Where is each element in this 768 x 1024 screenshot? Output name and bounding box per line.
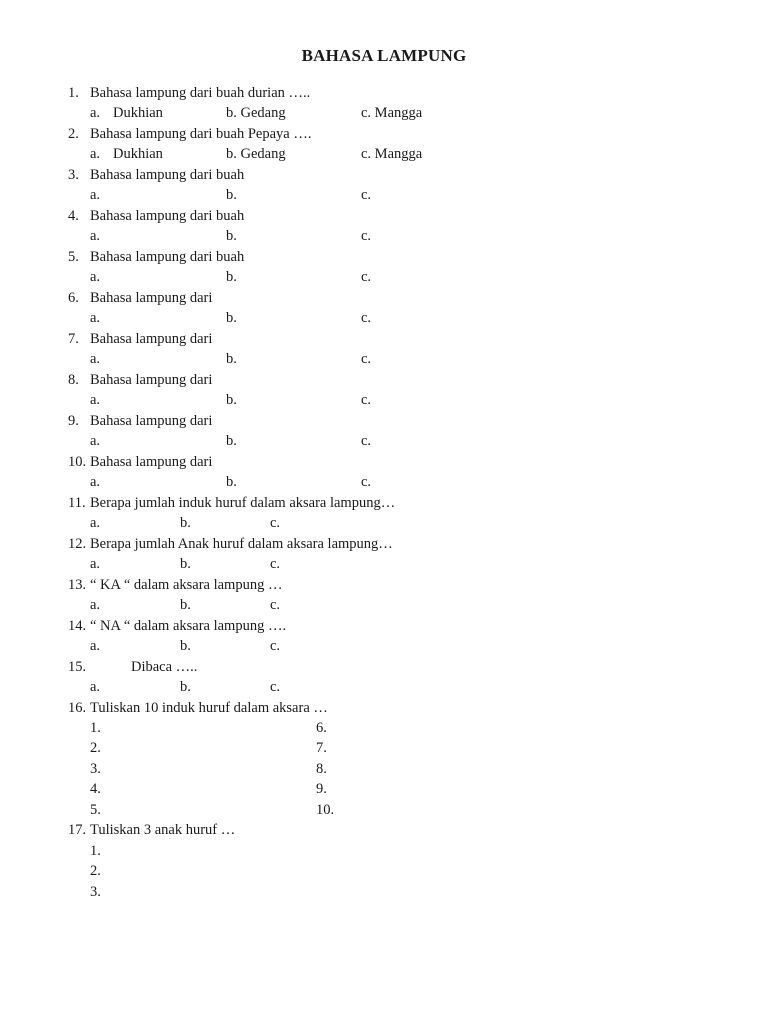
q8-number: 8. — [68, 372, 79, 388]
q2-text: Bahasa lampung dari buah Pepaya …. — [90, 126, 312, 142]
q13-number: 13. — [68, 577, 87, 593]
q7-option-b: b. — [226, 351, 237, 367]
q11-number: 11. — [68, 495, 86, 511]
q17-number: 17. — [68, 822, 87, 838]
q5-option-c: c. — [361, 269, 372, 285]
q10-option-a: a. — [90, 474, 101, 490]
q2-option-b: b. Gedang — [226, 146, 286, 162]
q16-item: 2. — [90, 740, 101, 756]
q8-option-b: b. — [226, 392, 237, 408]
q13-text: “ KA “ dalam aksara lampung … — [90, 577, 283, 593]
q8-option-c: c. — [361, 392, 372, 408]
q11-option-b: b. — [180, 515, 191, 531]
q16-item: 3. — [90, 761, 101, 777]
q12-number: 12. — [68, 536, 87, 552]
q8-option-a: a. — [90, 392, 101, 408]
q2-number: 2. — [68, 126, 79, 142]
q16-item: 4. — [90, 781, 101, 797]
q6-number: 6. — [68, 290, 79, 306]
q2-option-c: c. Mangga — [361, 146, 423, 162]
q9-option-a: a. — [90, 433, 101, 449]
q6-option-b: b. — [226, 310, 237, 326]
q1-option-a-text: Dukhian — [113, 105, 163, 121]
q7-text: Bahasa lampung dari — [90, 331, 213, 347]
q4-number: 4. — [68, 208, 79, 224]
q7-option-a: a. — [90, 351, 101, 367]
q6-option-a: a. — [90, 310, 101, 326]
q9-text: Bahasa lampung dari — [90, 413, 213, 429]
q14-option-c: c. — [270, 638, 281, 654]
q14-option-a: a. — [90, 638, 101, 654]
q5-number: 5. — [68, 249, 79, 265]
q13-option-c: c. — [270, 597, 281, 613]
q1-text: Bahasa lampung dari buah durian ….. — [90, 85, 311, 101]
q9-option-b: b. — [226, 433, 237, 449]
q16-number: 16. — [68, 700, 87, 716]
q2-option-a-letter: a. — [90, 146, 101, 162]
q15-option-b: b. — [180, 679, 191, 695]
q9-option-c: c. — [361, 433, 372, 449]
q12-option-a: a. — [90, 556, 101, 572]
page-title: BAHASA LAMPUNG — [301, 46, 467, 65]
q17-item: 2. — [90, 863, 101, 879]
q4-option-b: b. — [226, 228, 237, 244]
q1-option-b: b. Gedang — [226, 105, 286, 121]
q4-option-c: c. — [361, 228, 372, 244]
q7-number: 7. — [68, 331, 79, 347]
q13-option-b: b. — [180, 597, 191, 613]
q5-option-a: a. — [90, 269, 101, 285]
q16-item: 6. — [316, 720, 327, 736]
q1-number: 1. — [68, 85, 79, 101]
q15-option-c: c. — [270, 679, 281, 695]
q14-number: 14. — [68, 618, 87, 634]
q12-text: Berapa jumlah Anak huruf dalam aksara lampung… — [90, 536, 393, 552]
q4-option-a: a. — [90, 228, 101, 244]
q17-item: 3. — [90, 884, 101, 900]
q14-text: “ NA “ dalam aksara lampung …. — [90, 618, 287, 634]
q15-option-a: a. — [90, 679, 101, 695]
q3-option-b: b. — [226, 187, 237, 203]
q6-text: Bahasa lampung dari — [90, 290, 213, 306]
q10-option-c: c. — [361, 474, 372, 490]
q2-option-a-text: Dukhian — [113, 146, 163, 162]
q14-option-b: b. — [180, 638, 191, 654]
q1-option-a-letter: a. — [90, 105, 101, 121]
q3-text: Bahasa lampung dari buah — [90, 167, 245, 183]
q16-item: 5. — [90, 802, 101, 818]
q12-option-c: c. — [270, 556, 281, 572]
q15-text: Dibaca ….. — [131, 659, 198, 675]
q13-option-a: a. — [90, 597, 101, 613]
q10-number: 10. — [68, 454, 87, 470]
q5-text: Bahasa lampung dari buah — [90, 249, 245, 265]
q9-number: 9. — [68, 413, 79, 429]
q3-option-a: a. — [90, 187, 101, 203]
q12-option-b: b. — [180, 556, 191, 572]
q5-option-b: b. — [226, 269, 237, 285]
q1-option-c: c. Mangga — [361, 105, 423, 121]
q16-item: 10. — [316, 802, 335, 818]
q11-option-c: c. — [270, 515, 281, 531]
q17-item: 1. — [90, 843, 101, 859]
q6-option-c: c. — [361, 310, 372, 326]
q3-number: 3. — [68, 167, 79, 183]
q15-number: 15. — [68, 659, 87, 675]
q16-item: 1. — [90, 720, 101, 736]
q11-option-a: a. — [90, 515, 101, 531]
q3-option-c: c. — [361, 187, 372, 203]
q7-option-c: c. — [361, 351, 372, 367]
q10-text: Bahasa lampung dari — [90, 454, 213, 470]
q17-text: Tuliskan 3 anak huruf … — [90, 822, 236, 838]
q16-item: 8. — [316, 761, 327, 777]
q16-item: 9. — [316, 781, 327, 797]
q11-text: Berapa jumlah induk huruf dalam aksara lampung… — [90, 495, 396, 511]
q8-text: Bahasa lampung dari — [90, 372, 213, 388]
q4-text: Bahasa lampung dari buah — [90, 208, 245, 224]
q10-option-b: b. — [226, 474, 237, 490]
q16-text: Tuliskan 10 induk huruf dalam aksara … — [90, 700, 328, 716]
q16-item: 7. — [316, 740, 327, 756]
